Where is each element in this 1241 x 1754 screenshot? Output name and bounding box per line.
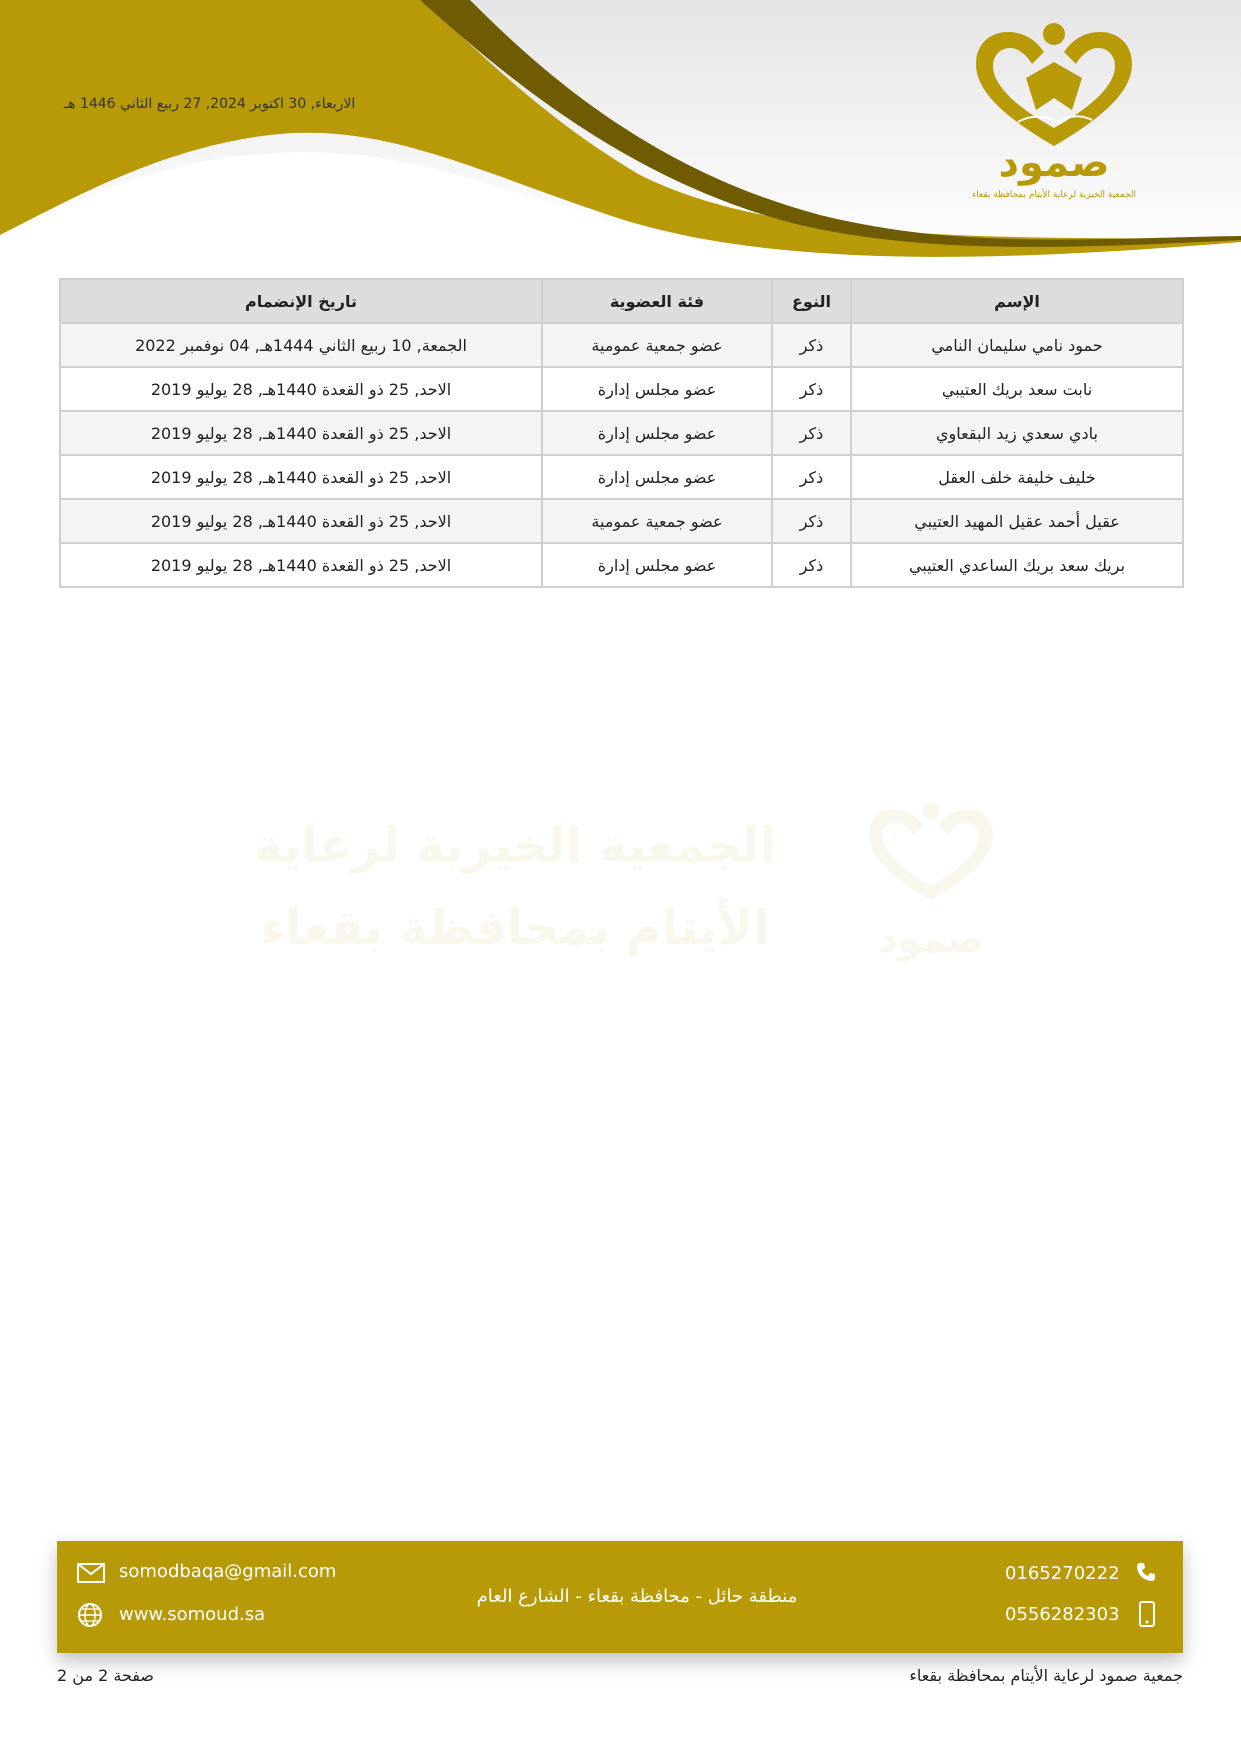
cell-joined: الاحد, 25 ذو القعدة 1440هـ, 28 يوليو 2019	[60, 543, 542, 587]
phone-number[interactable]: 0165270222	[1005, 1563, 1120, 1584]
page-number: صفحة 2 من 2	[57, 1666, 154, 1685]
cell-gender: ذكر	[772, 455, 851, 499]
cell-name: حمود نامي سليمان النامي	[851, 323, 1183, 367]
footer-org-name: جمعية صمود لرعاية الأيتام بمحافظة بقعاء	[909, 1666, 1183, 1685]
mobile-number[interactable]: 0556282303	[1005, 1604, 1120, 1625]
cell-gender: ذكر	[772, 499, 851, 543]
cell-joined: الاحد, 25 ذو القعدة 1440هـ, 28 يوليو 2019	[60, 499, 542, 543]
cell-name: بريك سعد بريك الساعدي العتيبي	[851, 543, 1183, 587]
watermark	[195, 785, 1055, 1025]
cell-gender: ذكر	[772, 543, 851, 587]
cell-category: عضو مجلس إدارة	[542, 411, 772, 455]
cell-category: عضو مجلس إدارة	[542, 455, 772, 499]
mobile-icon	[1139, 1601, 1155, 1627]
cell-joined: الاحد, 25 ذو القعدة 1440هـ, 28 يوليو 2019	[60, 367, 542, 411]
col-header-category: فئة العضوية	[542, 279, 772, 323]
cell-joined: الاحد, 25 ذو القعدة 1440هـ, 28 يوليو 2019	[60, 411, 542, 455]
col-header-gender: النوع	[772, 279, 851, 323]
watermark-line1: الجمعية الخيرية لرعاية	[254, 818, 776, 874]
col-header-name: الإسم	[851, 279, 1183, 323]
watermark-text	[195, 805, 835, 969]
col-header-joined: تاريخ الإنضمام	[60, 279, 542, 323]
watermark-line2: الأيتام بمحافظة بقعاء	[260, 900, 770, 956]
cell-gender: ذكر	[772, 323, 851, 367]
footer-contact-bar	[57, 1541, 1183, 1653]
cell-category: عضو جمعية عمومية	[542, 323, 772, 367]
cell-joined: الجمعة, 10 ربيع الثاني 1444هـ, 04 نوفمبر 2022	[60, 323, 542, 367]
table-row	[60, 543, 1183, 587]
cell-name: خليف خليفة خلف العقل	[851, 455, 1183, 499]
members-table	[59, 278, 1184, 588]
phone-icon	[1135, 1561, 1157, 1583]
logo-tagline: الجمعية الخيرية لرعاية الأيتام بمحافظة بقعاء	[972, 190, 1136, 200]
cell-joined: الاحد, 25 ذو القعدة 1440هـ, 28 يوليو 2019	[60, 455, 542, 499]
table-row	[60, 367, 1183, 411]
logo	[966, 18, 1142, 208]
mail-icon	[77, 1563, 105, 1583]
logo-wordmark: صمود	[998, 140, 1110, 186]
cell-name: نابت سعد بريك العتيبي	[851, 367, 1183, 411]
watermark-wordmark: صمود	[878, 917, 984, 961]
table-row	[60, 411, 1183, 455]
cell-category: عضو مجلس إدارة	[542, 543, 772, 587]
watermark-heart-icon	[861, 785, 1001, 915]
cell-category: عضو جمعية عمومية	[542, 499, 772, 543]
table-row	[60, 323, 1183, 367]
cell-name: بادي سعدي زيد البقعاوي	[851, 411, 1183, 455]
table-row	[60, 455, 1183, 499]
cell-name: عقيل أحمد عقيل المهيد العتيبي	[851, 499, 1183, 543]
email-link[interactable]: somodbaqa@gmail.com	[119, 1561, 337, 1582]
website-link[interactable]: www.somoud.sa	[119, 1604, 266, 1625]
table-header-row	[60, 279, 1183, 323]
cell-category: عضو مجلس إدارة	[542, 367, 772, 411]
header-date: الاربعاء, 30 اكتوبر 2024, 27 ربيع الثاني 1446 هـ	[64, 96, 356, 112]
globe-icon	[77, 1602, 103, 1628]
table-row	[60, 499, 1183, 543]
cell-gender: ذكر	[772, 411, 851, 455]
cell-gender: ذكر	[772, 367, 851, 411]
footer-address: منطقة حائل - محافظة بقعاء - الشارع العام	[476, 1586, 798, 1607]
logo-heart-icon	[966, 18, 1142, 148]
